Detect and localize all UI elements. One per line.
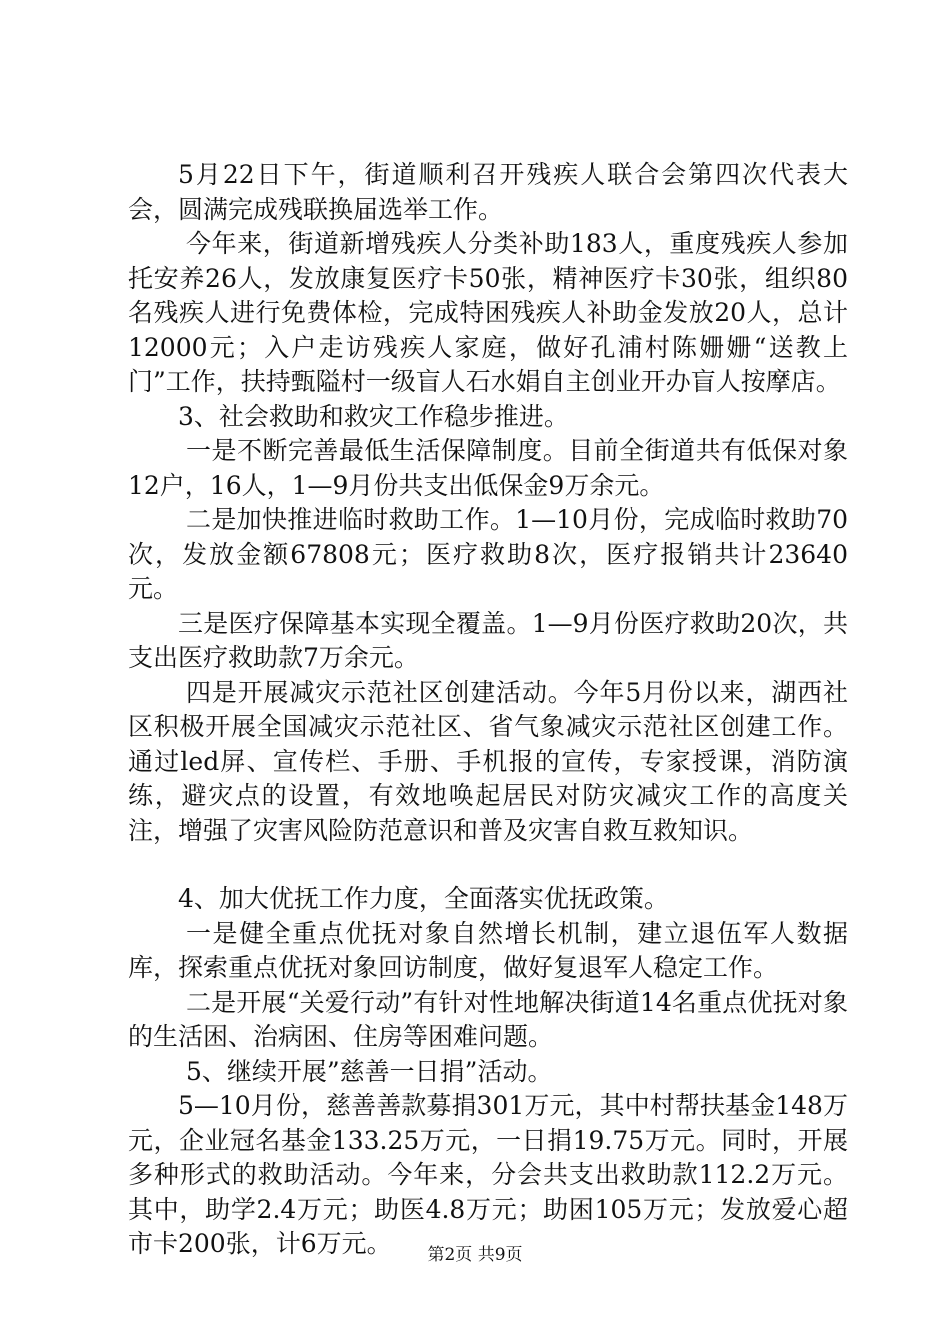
paragraph-spacer [128, 848, 848, 882]
paragraph: 三是医疗保障基本实现全覆盖。1—9月份医疗救助20次，共支出医疗救助款7万余元。 [128, 608, 848, 672]
paragraph: 一是健全重点优抚对象自然增长机制，建立退伍军人数据库，探索重点优抚对象回访制度，做好复退军人稳定工作。 [128, 918, 848, 982]
section-heading: 4、加大优抚工作力度，全面落实优抚政策。 [178, 884, 669, 913]
paragraph: 今年来，街道新增残疾人分类补助183人，重度残疾人参加托安养26人，发放康复医疗卡50张，精神医疗卡30张，组织80名残疾人进行免费体检，完成特困残疾人补助金发放20人，总计12000元；入户走访残疾人家庭，做好孔浦村陈姗姗“送教上门”工作，扶持甄隘村一级盲人石水娟自主创业开办盲人按摩店。 [128, 229, 848, 396]
page-number-footer: 第2页 共9页 [427, 1245, 523, 1265]
paragraph: 5月22日下午，街道顺利召开残疾人联合会第四次代表大会，圆满完成残联换届选举工作。 [128, 160, 848, 224]
paragraph: 5—10月份，慈善善款募捐301万元，其中村帮扶基金148万元，企业冠名基金133.25万元，一日捐19.75万元。同时，开展多种形式的救助活动。今年来，分会共支出救助款112.2万元。其中，助学2.4万元；助医4.8万元；助困105万元；发放爱心超市卡200张，计6万元。 [128, 1091, 848, 1258]
paragraph: 四是开展减灾示范社区创建活动。今年5月份以来，湖西社区积极开展全国减灾示范社区、省气象减灾示范社区创建工作。通过led屏、宣传栏、手册、手机报的宣传，专家授课，消防演练，避灾点的设置，有效地唤起居民对防灾减灾工作的高度关注，增强了灾害风险防范意识和普及灾害自救互救知识。 [128, 677, 848, 845]
section-heading: 5、继续开展”慈善一日捐”活动。 [186, 1056, 553, 1086]
paragraph: 二是开展“关爱行动”有针对性地解决街道14名重点优抚对象的生活困、治病困、住房等困难问题。 [128, 987, 848, 1051]
document-body [128, 158, 848, 1262]
section-heading: 3、社会救助和救灾工作稳步推进。 [178, 401, 569, 431]
paragraph: 一是不断完善最低生活保障制度。目前全街道共有低保对象12户，16人，1—9月份共支出低保金9万余元。 [128, 436, 848, 500]
paragraph: 二是加快推进临时救助工作。1—10月份，完成临时救助70次，发放金额67808元；医疗救助8次，医疗报销共计23640元。 [128, 505, 848, 603]
